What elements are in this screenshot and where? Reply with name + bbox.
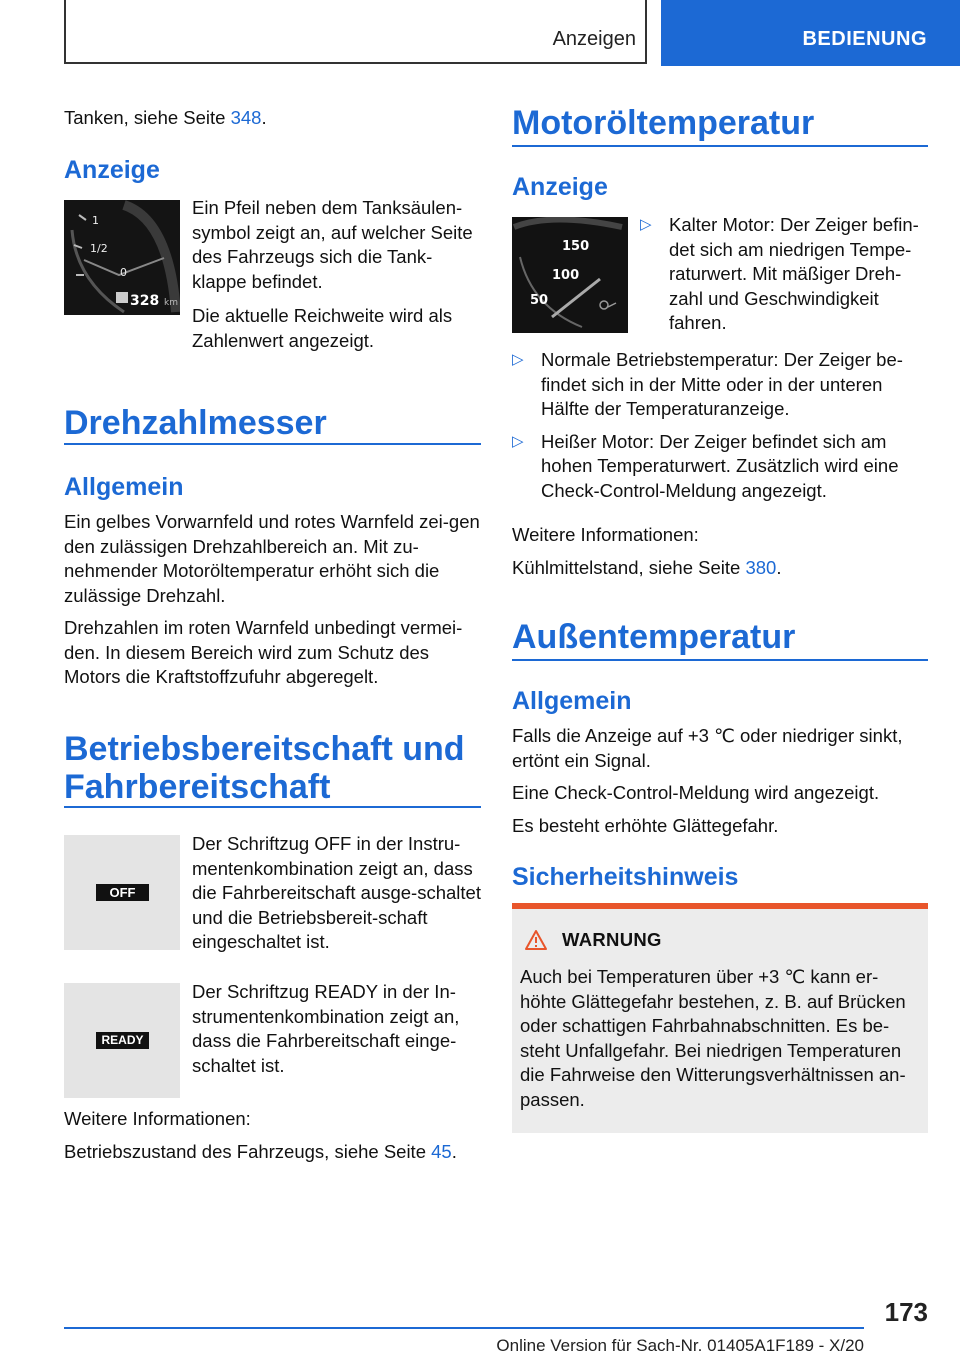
- tanken-reference: Tanken, siehe Seite 348.: [64, 107, 267, 128]
- oil-temp-gauge-image: [512, 217, 628, 333]
- betrieb-more-info: Weitere Informationen: Betriebszustand des Fahrzeugs, siehe Seite 45.: [64, 1108, 457, 1162]
- fuel-label-half: 1/2: [90, 242, 108, 255]
- heading-sicherheitshinweis: Sicherheitshinweis: [512, 863, 739, 891]
- oil-bullet-1: [640, 213, 930, 344]
- heading-anzeige-oel: Anzeige: [512, 173, 608, 201]
- aussen-text: Falls die Anzeige auf +3 ℃ oder niedriger sinkt, ertönt ein Signal. Eine Check-Control-Meldung wird angezeigt. Es besteht erhöhte Glättegefahr.: [512, 725, 903, 836]
- page-link-45[interactable]: 45: [431, 1140, 452, 1162]
- triangle-bullet-icon: ▷: [640, 216, 652, 233]
- list-item: ▷ Heißer Motor: Der Zeiger befindet sich am hohen Temperaturwert. Zusätzlich wird eine Check-Control-Meldung angezeigt.: [512, 430, 899, 501]
- warning-top-bar: [512, 903, 928, 909]
- oil-more-info: Weitere Informationen: Kühlmittelstand, siehe Seite 380.: [512, 524, 782, 578]
- oil-temp-label-50: 50: [530, 293, 549, 308]
- warning-title-row: [524, 927, 662, 953]
- drehzahl-text: Ein gelbes Vorwarnfeld und rotes Warnfeld zei-gen den zulässigen Drehzahlbereich an. Mit zu-nehmender Motoröltemperatur erhöht sich die zulässige Drehzahl. Drehzahlen im roten Warnfeld unbedingt vermei-den. In diesem Bereich wird zum Schutz des Motors die Kraftstoffzufuhr abgeregelt.: [64, 511, 480, 687]
- oil-temp-label-150: 150: [562, 239, 590, 254]
- oil-temp-label-100: 100: [552, 268, 580, 283]
- heading-rule: [64, 443, 481, 445]
- anzeige-paragraph-2-start: Die aktuelle Reichweite wird als Zahlenwert angezeigt.: [192, 305, 453, 351]
- anzeige-paragraph-1: Ein Pfeil neben dem Tanksäulen-symbol zeigt an, auf welcher Seite des Fahrzeugs sich die Tank-klappe befindet.: [192, 197, 473, 292]
- oil-temp-gauge-graphic: [512, 217, 628, 333]
- online-version-footer: Online Version für Sach-Nr. 01405A1F189 - X/20: [496, 1336, 864, 1355]
- fuel-label-full: 1: [92, 214, 99, 227]
- off-label: OFF: [96, 884, 149, 901]
- header-tab-bedienung[interactable]: BEDIENUNG: [661, 0, 960, 66]
- off-indicator-image: [64, 835, 180, 950]
- fuel-label-empty: 0: [120, 266, 127, 279]
- fuel-range-unit: km: [164, 298, 178, 308]
- heading-anzeige: Anzeige: [64, 156, 160, 184]
- page-link-380[interactable]: 380: [745, 556, 777, 578]
- header-section-title: Anzeigen: [552, 28, 636, 50]
- warning-text: Auch bei Temperaturen über +3 ℃ kann er-höhte Glättegefahr bestehen, z. B. auf Brücken oder schattigen Fahrbahnabschnitten. Es be-steht Unfallgefahr. Bei niedrigen Temperaturen die Fahrweise den Witterungsverhältnissen an-passen.: [520, 966, 906, 1110]
- heading-rule: [512, 659, 928, 661]
- fuel-gauge-graphic: [64, 200, 180, 315]
- heading-motoroeltemperatur: Motoröltemperatur: [512, 104, 815, 142]
- triangle-bullet-icon: ▷: [512, 351, 524, 368]
- triangle-bullet-icon: ▷: [512, 432, 524, 450]
- heading-rule: [512, 145, 928, 147]
- heading-aussentemperatur: Außentemperatur: [512, 618, 796, 656]
- fuel-range-value: 328: [130, 293, 160, 309]
- list-item: ▷ Kalter Motor: Der Zeiger befin-det sich am niedrigen Tempe-raturwert. Mit mäßiger Dreh-zahl und Geschwindigkeit fahren.: [640, 214, 919, 333]
- heading-drehzahlmesser: Drehzahlmesser: [64, 404, 327, 442]
- heading-betriebsbereitschaft: Betriebsbereitschaft und Fahrbereitschaft: [64, 730, 465, 806]
- ready-description: Der Schriftzug READY in der In-strumentenkombination zeigt an, dass die Fahrbereitschaft einge-schaltet ist.: [192, 981, 460, 1076]
- ready-indicator-image: [64, 983, 180, 1098]
- page-link-348[interactable]: 348: [230, 107, 262, 128]
- list-item: ▷ Normale Betriebstemperatur: Der Zeiger be-findet sich in der Mitte oder in der unteren Hälfte der Temperaturanzeige.: [512, 349, 903, 419]
- heading-allgemein-aussen: Allgemein: [512, 687, 632, 715]
- warning-box: [512, 903, 928, 1133]
- heading-rule: [64, 806, 481, 808]
- warning-title: WARNUNG: [562, 929, 662, 950]
- fuel-gauge-image: [64, 200, 180, 315]
- oil-bullets-rest: [512, 348, 928, 511]
- off-description: Der Schriftzug OFF in der Instru-mentenkombination zeigt an, dass die Fahrbereitschaft ausge-schaltet und die Betriebsbereit-schaft eingeschaltet ist.: [192, 833, 481, 952]
- ready-label: READY: [96, 1032, 149, 1049]
- page-number: 173: [884, 1297, 928, 1327]
- warning-triangle-icon: [524, 929, 548, 951]
- heading-allgemein: Allgemein: [64, 473, 184, 501]
- footer-rule: [64, 1327, 864, 1329]
